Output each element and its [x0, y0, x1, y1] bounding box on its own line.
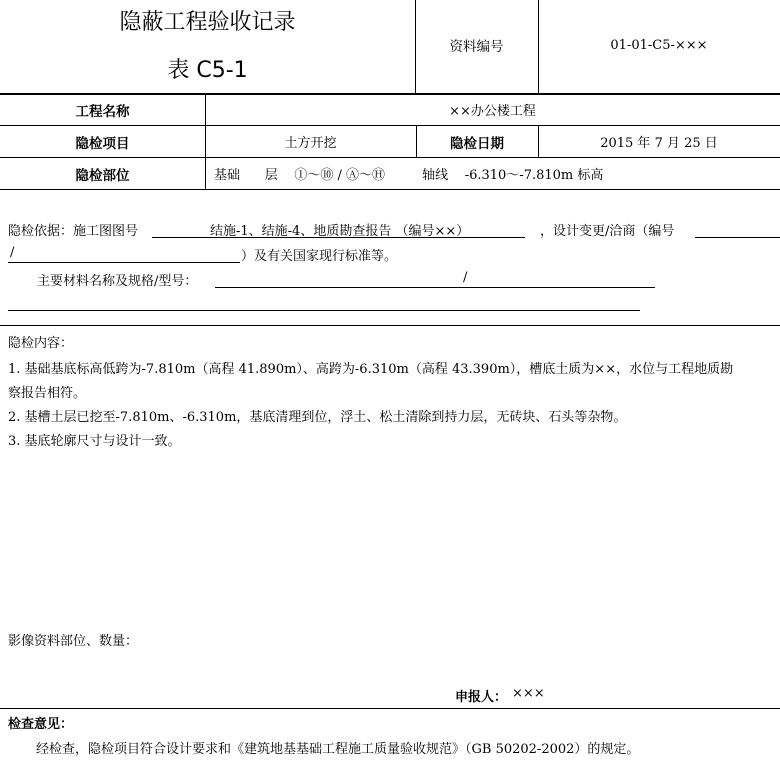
design-change-value: / [10, 245, 15, 260]
doc-number-value: 01-01-C5-××× [610, 37, 708, 53]
inspection-part-label: 隐检部位 [75, 167, 130, 184]
design-change-label: ，设计变更/洽商（编号 [540, 224, 675, 239]
inspection-date-value: 2015 年 7 月 25 日 [600, 136, 718, 151]
underline [8, 310, 640, 311]
page-title: 隐蔽工程验收记录 [119, 9, 296, 35]
materials-value: / [463, 270, 468, 285]
reporter-label: 申报人： [455, 690, 508, 705]
opinion-label: 检查意见： [8, 717, 74, 732]
basis-suffix: ）及有关国家现行标准等。 [241, 249, 398, 264]
content-line-3: 3. 基底轮廓尺寸与设计一致。 [8, 434, 181, 449]
section-line [0, 708, 780, 709]
materials-label: 主要材料名称及规格/型号： [37, 274, 198, 289]
project-name-label: 工程名称 [75, 103, 130, 120]
underline [152, 237, 525, 238]
content-line-1b: 察报告相符。 [8, 386, 87, 401]
inspection-part-value: 基础 层 ①～⑩ / Ⓐ～Ⓗ 轴线 -6.310～-7.810m 标高 [214, 168, 604, 183]
opinion-text: 经检查，隐检项目符合设计要求和《建筑地基基础工程施工质量验收规范》（GB 50202-2002）的规定。 [36, 742, 640, 757]
content-label: 隐检内容： [8, 336, 74, 351]
reporter-value: ××× [512, 686, 545, 701]
drawing-number: 结施-1、结施-4、地质勘查报告 （编号××） [210, 224, 470, 239]
underline [695, 237, 780, 238]
form-number: 表 C5-1 [167, 57, 248, 83]
content-line-2: 2. 基槽土层已挖至-7.810m、-6.310m，基底清理到位，浮土、松土清除到持力层，无砖块、石头等杂物。 [8, 410, 627, 425]
inspection-item-value: 土方开挖 [284, 136, 337, 151]
underline [8, 262, 240, 263]
content-line-1: 1. 基础基底标高低跨为-7.810m（高程 41.890m）、高跨为-6.310m（高程 43.390m），槽底土质为××，水位与工程地质勘 [8, 362, 734, 377]
inspection-item-label: 隐检项目 [75, 135, 130, 152]
project-name-value: ××办公楼工程 [449, 104, 536, 119]
doc-number-label: 资料编号 [449, 39, 504, 55]
underline [215, 287, 655, 288]
inspection-date-label: 隐检日期 [450, 135, 504, 152]
basis-label: 隐检依据：施工图图号 [8, 224, 139, 239]
images-label: 影像资料部位、数量： [8, 634, 139, 649]
table-line [0, 189, 780, 190]
section-line [0, 325, 780, 326]
